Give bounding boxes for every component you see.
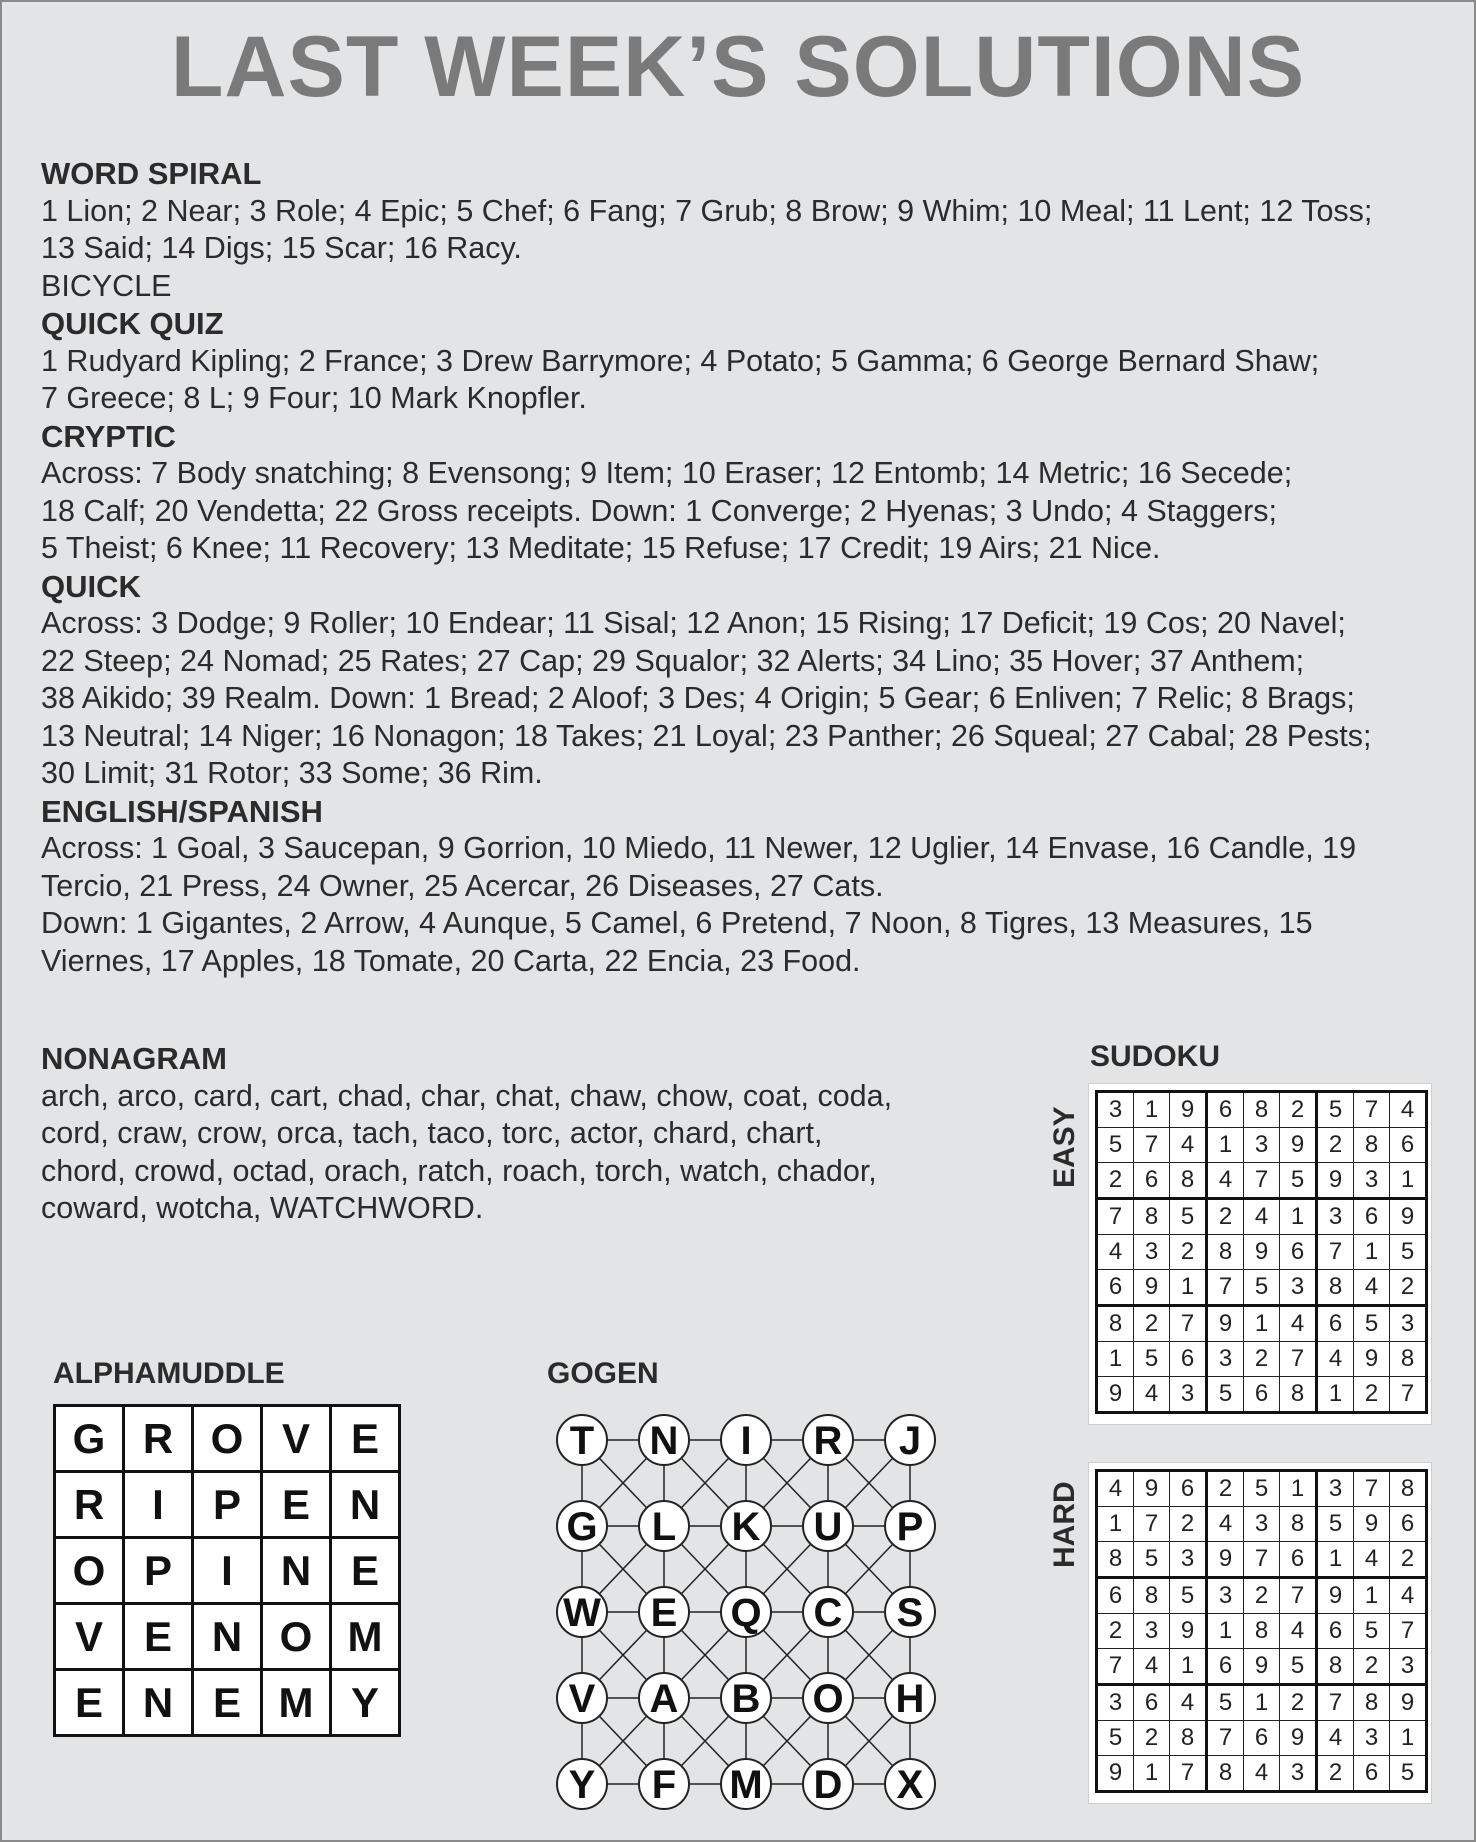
sudoku-cell: 2 [1390, 1542, 1427, 1578]
sudoku-cell: 7 [1280, 1578, 1317, 1614]
sudoku-cell: 5 [1317, 1507, 1354, 1542]
sudoku-cell: 4 [1317, 1342, 1354, 1377]
sudoku-cell: 6 [1097, 1578, 1134, 1614]
sudoku-cell: 7 [1354, 1092, 1390, 1128]
sudoku-cell: 1 [1097, 1342, 1134, 1377]
gogen-letter: S [896, 1591, 924, 1635]
gogen-letter: L [651, 1505, 677, 1549]
sudoku-cell: 4 [1390, 1578, 1427, 1614]
sudoku-cell: 6 [1170, 1471, 1207, 1507]
sudoku-cell: 2 [1354, 1377, 1390, 1413]
sudoku-cell: 1 [1244, 1306, 1280, 1342]
sudoku-hard-grid [1095, 1469, 1428, 1793]
sudoku-cell: 4 [1207, 1163, 1244, 1199]
sudoku-cell: 1 [1354, 1235, 1390, 1270]
alphamuddle-cell: E [331, 1406, 400, 1472]
alphamuddle-cell: G [55, 1406, 124, 1472]
section-line: Across: 3 Dodge; 9 Roller; 10 Endear; 11 Sisal; 12 Anon; 15 Rising; 17 Deficit; 19 Cos; 20 Navel; [41, 606, 1346, 640]
sudoku-cell: 8 [1390, 1342, 1427, 1377]
section-line: Tercio, 21 Press, 24 Owner, 25 Acercar, 26 Diseases, 27 Cats. [41, 868, 884, 903]
sudoku-cell: 7 [1390, 1614, 1427, 1649]
sudoku-cell: 9 [1354, 1507, 1390, 1542]
sudoku-cell: 3 [1134, 1235, 1170, 1270]
alphamuddle-cell: N [193, 1604, 262, 1670]
section-line: Across: 1 Goal, 3 Saucepan, 9 Gorrion, 10 Miedo, 11 Newer, 12 Uglier, 14 Envase, 16 Candle, 19 [41, 831, 1357, 865]
sudoku-cell: 1 [1280, 1471, 1317, 1507]
sudoku-cell: 7 [1390, 1377, 1427, 1413]
sudoku-cell: 8 [1170, 1721, 1207, 1756]
sudoku-hard-label: HARD [1048, 1481, 1081, 1568]
section-line: Down: 1 Gigantes, 2 Arrow, 4 Aunque, 5 Camel, 6 Pretend, 7 Noon, 8 Tigres, 13 Measures, 15 [41, 906, 1313, 940]
section-line: 22 Steep; 24 Nomad; 25 Rates; 27 Cap; 29 Squalor; 32 Alerts; 34 Lino; 35 Hover; 37 Anthem; [41, 643, 1305, 678]
sudoku-cell: 6 [1390, 1128, 1427, 1163]
sudoku-heading: SUDOKU [1090, 1040, 1221, 1073]
sudoku-cell: 4 [1170, 1685, 1207, 1721]
section-line: 1 Rudyard Kipling; 2 France; 3 Drew Barrymore; 4 Potato; 5 Gamma; 6 George Bernard Shaw; [41, 343, 1320, 378]
gogen-letter: U [813, 1505, 843, 1549]
sudoku-cell: 3 [1354, 1721, 1390, 1756]
gogen-letter: A [649, 1677, 679, 1721]
sudoku-cell: 8 [1097, 1306, 1134, 1342]
gogen-letter: O [812, 1677, 844, 1721]
gogen-letter: X [896, 1763, 924, 1807]
alphamuddle-cell: E [55, 1670, 124, 1736]
gogen-letter: Q [730, 1591, 762, 1635]
sudoku-cell: 1 [1244, 1685, 1280, 1721]
sudoku-cell: 8 [1317, 1649, 1354, 1685]
sudoku-cell: 6 [1134, 1163, 1170, 1199]
sudoku-cell: 1 [1097, 1507, 1134, 1542]
sudoku-cell: 4 [1280, 1614, 1317, 1649]
alphamuddle-cell: O [193, 1406, 262, 1472]
gogen-letter: M [729, 1763, 763, 1807]
section-line: 30 Limit; 31 Rotor; 33 Some; 36 Rim. [41, 756, 543, 790]
sudoku-cell: 9 [1244, 1235, 1280, 1270]
sudoku-cell: 1 [1280, 1199, 1317, 1235]
sudoku-cell: 6 [1280, 1235, 1317, 1270]
gogen-letter: E [650, 1591, 678, 1635]
gogen-letter: T [569, 1419, 595, 1463]
sudoku-cell: 4 [1170, 1128, 1207, 1163]
sudoku-cell: 7 [1317, 1685, 1354, 1721]
section-heading: WORD SPIRAL [41, 156, 262, 191]
sudoku-cell: 2 [1280, 1685, 1317, 1721]
sudoku-cell: 4 [1317, 1721, 1354, 1756]
sudoku-cell: 1 [1207, 1128, 1244, 1163]
alphamuddle-cell: N [124, 1670, 193, 1736]
sudoku-cell: 2 [1390, 1270, 1427, 1306]
sudoku-cell: 4 [1354, 1270, 1390, 1306]
sudoku-cell: 1 [1134, 1092, 1170, 1128]
sudoku-cell: 2 [1317, 1128, 1354, 1163]
gogen-letter: H [895, 1677, 925, 1721]
sudoku-cell: 5 [1134, 1542, 1170, 1578]
gogen-letter: V [568, 1677, 596, 1721]
gogen-letter: P [896, 1505, 924, 1549]
sudoku-cell: 3 [1244, 1128, 1280, 1163]
sudoku-cell: 5 [1280, 1163, 1317, 1199]
alphamuddle-heading: ALPHAMUDDLE [53, 1357, 285, 1390]
sudoku-cell: 7 [1244, 1542, 1280, 1578]
sudoku-cell: 5 [1207, 1377, 1244, 1413]
section-heading: ENGLISH/SPANISH [41, 793, 323, 829]
gogen-letter: W [563, 1591, 601, 1635]
sudoku-cell: 8 [1097, 1542, 1134, 1578]
alphamuddle-cell: N [331, 1472, 400, 1538]
sudoku-cell: 4 [1390, 1092, 1427, 1128]
alphamuddle-cell: P [124, 1538, 193, 1604]
sudoku-cell: 5 [1244, 1270, 1280, 1306]
gogen-letter: B [731, 1677, 761, 1721]
solutions-text [41, 155, 1441, 980]
nonagram-line: chord, crowd, octad, orach, ratch, roach, torch, watch, chador, [41, 1153, 877, 1188]
gogen-letter: F [651, 1763, 677, 1807]
sudoku-cell: 7 [1170, 1306, 1207, 1342]
sudoku-cell: 9 [1207, 1542, 1244, 1578]
sudoku-cell: 8 [1134, 1578, 1170, 1614]
gogen-grid [550, 1400, 950, 1824]
alphamuddle-cell: R [55, 1472, 124, 1538]
sudoku-cell: 3 [1390, 1306, 1427, 1342]
sudoku-cell: 2 [1097, 1163, 1134, 1199]
sudoku-cell: 3 [1207, 1578, 1244, 1614]
alphamuddle-cell: V [262, 1406, 331, 1472]
sudoku-cell: 5 [1280, 1649, 1317, 1685]
sudoku-cell: 1 [1317, 1542, 1354, 1578]
alphamuddle-cell: V [55, 1604, 124, 1670]
sudoku-cell: 7 [1317, 1235, 1354, 1270]
sudoku-cell: 6 [1170, 1342, 1207, 1377]
sudoku-cell: 9 [1317, 1163, 1354, 1199]
sudoku-cell: 9 [1134, 1471, 1170, 1507]
sudoku-cell: 1 [1207, 1614, 1244, 1649]
section-line: 13 Neutral; 14 Niger; 16 Nonagon; 18 Takes; 21 Loyal; 23 Panther; 26 Squeal; 27 Cabal; 28 Pests; [41, 718, 1372, 753]
sudoku-cell: 3 [1207, 1342, 1244, 1377]
sudoku-cell: 7 [1207, 1270, 1244, 1306]
section-line: Across: 7 Body snatching; 8 Evensong; 9 Item; 10 Eraser; 12 Entomb; 14 Metric; 16 Secede; [41, 456, 1293, 490]
alphamuddle-cell: Y [331, 1670, 400, 1736]
alphamuddle-cell: R [124, 1406, 193, 1472]
alphamuddle-grid [53, 1404, 401, 1737]
page-title: LAST WEEK’S SOLUTIONS [170, 19, 1306, 115]
sudoku-cell: 5 [1354, 1306, 1390, 1342]
sudoku-cell: 6 [1317, 1306, 1354, 1342]
sudoku-cell: 5 [1207, 1685, 1244, 1721]
section-line: 18 Calf; 20 Vendetta; 22 Gross receipts. Down: 1 Converge; 2 Hyenas; 3 Undo; 4 Staggers; [41, 493, 1277, 528]
sudoku-cell: 2 [1207, 1471, 1244, 1507]
sudoku-cell: 9 [1097, 1756, 1134, 1792]
sudoku-cell: 6 [1207, 1092, 1244, 1128]
sudoku-cell: 7 [1354, 1471, 1390, 1507]
section-heading: QUICK [41, 568, 141, 604]
sudoku-hard [1088, 1462, 1432, 1804]
alphamuddle-cell: E [331, 1538, 400, 1604]
sudoku-cell: 8 [1280, 1507, 1317, 1542]
nonagram-section [41, 1040, 1001, 1228]
sudoku-cell: 8 [1280, 1377, 1317, 1413]
sudoku-cell: 6 [1097, 1270, 1134, 1306]
sudoku-cell: 7 [1097, 1649, 1134, 1685]
sudoku-cell: 8 [1390, 1471, 1427, 1507]
sudoku-cell: 7 [1134, 1128, 1170, 1163]
sudoku-cell: 7 [1207, 1721, 1244, 1756]
gogen-heading: GOGEN [547, 1357, 659, 1390]
sudoku-cell: 5 [1354, 1614, 1390, 1649]
sudoku-cell: 5 [1170, 1578, 1207, 1614]
sudoku-cell: 6 [1134, 1685, 1170, 1721]
sudoku-cell: 3 [1134, 1614, 1170, 1649]
alphamuddle-cell: I [124, 1472, 193, 1538]
sudoku-cell: 6 [1354, 1756, 1390, 1792]
sudoku-cell: 8 [1207, 1756, 1244, 1792]
nonagram-heading: NONAGRAM [41, 1041, 227, 1076]
sudoku-cell: 5 [1317, 1092, 1354, 1128]
gogen-letter: I [740, 1419, 752, 1463]
gogen-letter: D [813, 1763, 843, 1807]
sudoku-cell: 5 [1390, 1235, 1427, 1270]
sudoku-cell: 7 [1134, 1507, 1170, 1542]
gogen-letter: C [813, 1591, 843, 1635]
sudoku-cell: 8 [1170, 1163, 1207, 1199]
alphamuddle-cell: O [55, 1538, 124, 1604]
sudoku-cell: 6 [1354, 1199, 1390, 1235]
sudoku-cell: 1 [1170, 1649, 1207, 1685]
sudoku-cell: 8 [1244, 1614, 1280, 1649]
sudoku-cell: 2 [1170, 1507, 1207, 1542]
sudoku-cell: 1 [1390, 1163, 1427, 1199]
sudoku-cell: 8 [1207, 1235, 1244, 1270]
sudoku-cell: 4 [1280, 1306, 1317, 1342]
sudoku-cell: 4 [1354, 1542, 1390, 1578]
sudoku-cell: 3 [1317, 1471, 1354, 1507]
sudoku-cell: 2 [1097, 1614, 1134, 1649]
sudoku-cell: 3 [1354, 1163, 1390, 1199]
sudoku-cell: 1 [1390, 1721, 1427, 1756]
sudoku-cell: 7 [1244, 1163, 1280, 1199]
sudoku-cell: 4 [1207, 1507, 1244, 1542]
sudoku-cell: 2 [1244, 1342, 1280, 1377]
sudoku-cell: 6 [1317, 1614, 1354, 1649]
alphamuddle-cell: M [262, 1670, 331, 1736]
gogen-letter: Y [568, 1763, 596, 1807]
sudoku-cell: 3 [1390, 1649, 1427, 1685]
sudoku-cell: 4 [1134, 1377, 1170, 1413]
sudoku-cell: 8 [1354, 1128, 1390, 1163]
sudoku-cell: 1 [1317, 1377, 1354, 1413]
alphamuddle-cell: P [193, 1472, 262, 1538]
sudoku-easy-grid [1095, 1090, 1428, 1414]
alphamuddle-cell: E [193, 1670, 262, 1736]
sudoku-cell: 9 [1317, 1578, 1354, 1614]
sudoku-cell: 9 [1280, 1128, 1317, 1163]
alphamuddle-cell: E [124, 1604, 193, 1670]
sudoku-cell: 3 [1317, 1199, 1354, 1235]
sudoku-cell: 4 [1097, 1235, 1134, 1270]
gogen-letter: G [566, 1505, 598, 1549]
sudoku-cell: 9 [1170, 1614, 1207, 1649]
sudoku-cell: 6 [1390, 1507, 1427, 1542]
sudoku-cell: 6 [1244, 1721, 1280, 1756]
alphamuddle-cell: O [262, 1604, 331, 1670]
sudoku-cell: 4 [1097, 1471, 1134, 1507]
sudoku-cell: 2 [1317, 1756, 1354, 1792]
section-line: 5 Theist; 6 Knee; 11 Recovery; 13 Meditate; 15 Refuse; 17 Credit; 19 Airs; 21 Nice. [41, 531, 1161, 565]
alphamuddle-cell: E [262, 1472, 331, 1538]
sudoku-cell: 9 [1354, 1342, 1390, 1377]
sudoku-easy [1088, 1083, 1432, 1425]
alphamuddle-cell: I [193, 1538, 262, 1604]
gogen-letter: J [898, 1419, 922, 1463]
sudoku-cell: 2 [1354, 1649, 1390, 1685]
sudoku-cell: 5 [1097, 1128, 1134, 1163]
sudoku-cell: 1 [1134, 1756, 1170, 1792]
sudoku-cell: 9 [1390, 1685, 1427, 1721]
section-heading: QUICK QUIZ [41, 306, 224, 341]
sudoku-cell: 3 [1170, 1542, 1207, 1578]
alphamuddle-cell: M [331, 1604, 400, 1670]
gogen-letter: R [813, 1419, 843, 1463]
sudoku-cell: 8 [1354, 1685, 1390, 1721]
section-line: 38 Aikido; 39 Realm. Down: 1 Bread; 2 Aloof; 3 Des; 4 Origin; 5 Gear; 6 Enliven; 7 Relic; 8 Brags; [41, 681, 1355, 715]
sudoku-cell: 3 [1097, 1092, 1134, 1128]
sudoku-cell: 6 [1244, 1377, 1280, 1413]
gogen-letter: N [649, 1419, 679, 1463]
sudoku-cell: 7 [1170, 1756, 1207, 1792]
sudoku-cell: 9 [1170, 1092, 1207, 1128]
sudoku-cell: 2 [1134, 1721, 1170, 1756]
nonagram-line: cord, craw, crow, orca, tach, taco, torc, actor, chard, chart, [41, 1116, 823, 1150]
sudoku-cell: 9 [1097, 1377, 1134, 1413]
sudoku-cell: 2 [1244, 1578, 1280, 1614]
sudoku-cell: 9 [1280, 1721, 1317, 1756]
sudoku-cell: 8 [1317, 1270, 1354, 1306]
sudoku-cell: 3 [1170, 1377, 1207, 1413]
sudoku-cell: 6 [1280, 1542, 1317, 1578]
sudoku-cell: 2 [1280, 1092, 1317, 1128]
nonagram-line: coward, wotcha, WATCHWORD. [41, 1191, 484, 1225]
sudoku-cell: 1 [1170, 1270, 1207, 1306]
sudoku-cell: 3 [1280, 1756, 1317, 1792]
sudoku-cell: 5 [1390, 1756, 1427, 1792]
section-line: BICYCLE [41, 268, 172, 303]
sudoku-cell: 5 [1097, 1721, 1134, 1756]
nonagram-line: arch, arco, card, cart, chad, char, chat, chaw, chow, coat, coda, [41, 1078, 893, 1113]
sudoku-cell: 9 [1244, 1649, 1280, 1685]
sudoku-cell: 9 [1390, 1199, 1427, 1235]
sudoku-cell: 4 [1244, 1756, 1280, 1792]
sudoku-cell: 2 [1207, 1199, 1244, 1235]
sudoku-cell: 5 [1170, 1199, 1207, 1235]
section-line: 13 Said; 14 Digs; 15 Scar; 16 Racy. [41, 231, 522, 265]
gogen-letter: K [731, 1505, 761, 1549]
sudoku-cell: 5 [1134, 1342, 1170, 1377]
sudoku-cell: 8 [1244, 1092, 1280, 1128]
sudoku-cell: 5 [1244, 1471, 1280, 1507]
sudoku-cell: 6 [1207, 1649, 1244, 1685]
sudoku-cell: 8 [1134, 1199, 1170, 1235]
section-heading: CRYPTIC [41, 418, 176, 454]
sudoku-cell: 3 [1097, 1685, 1134, 1721]
section-line: 7 Greece; 8 L; 9 Four; 10 Mark Knopfler. [41, 381, 587, 415]
section-line: 1 Lion; 2 Near; 3 Role; 4 Epic; 5 Chef; 6 Fang; 7 Grub; 8 Brow; 9 Whim; 10 Meal; 11 Lent; 12 Toss; [41, 193, 1373, 228]
sudoku-cell: 4 [1134, 1649, 1170, 1685]
sudoku-cell: 9 [1207, 1306, 1244, 1342]
sudoku-cell: 7 [1097, 1199, 1134, 1235]
sudoku-cell: 2 [1170, 1235, 1207, 1270]
alphamuddle-cell: N [262, 1538, 331, 1604]
sudoku-cell: 2 [1134, 1306, 1170, 1342]
section-line: Viernes, 17 Apples, 18 Tomate, 20 Carta, 22 Encia, 23 Food. [41, 943, 861, 978]
sudoku-cell: 4 [1244, 1199, 1280, 1235]
sudoku-easy-label: EASY [1048, 1106, 1081, 1188]
sudoku-cell: 3 [1280, 1270, 1317, 1306]
sudoku-cell: 1 [1354, 1578, 1390, 1614]
sudoku-cell: 3 [1244, 1507, 1280, 1542]
sudoku-cell: 9 [1134, 1270, 1170, 1306]
sudoku-cell: 7 [1280, 1342, 1317, 1377]
